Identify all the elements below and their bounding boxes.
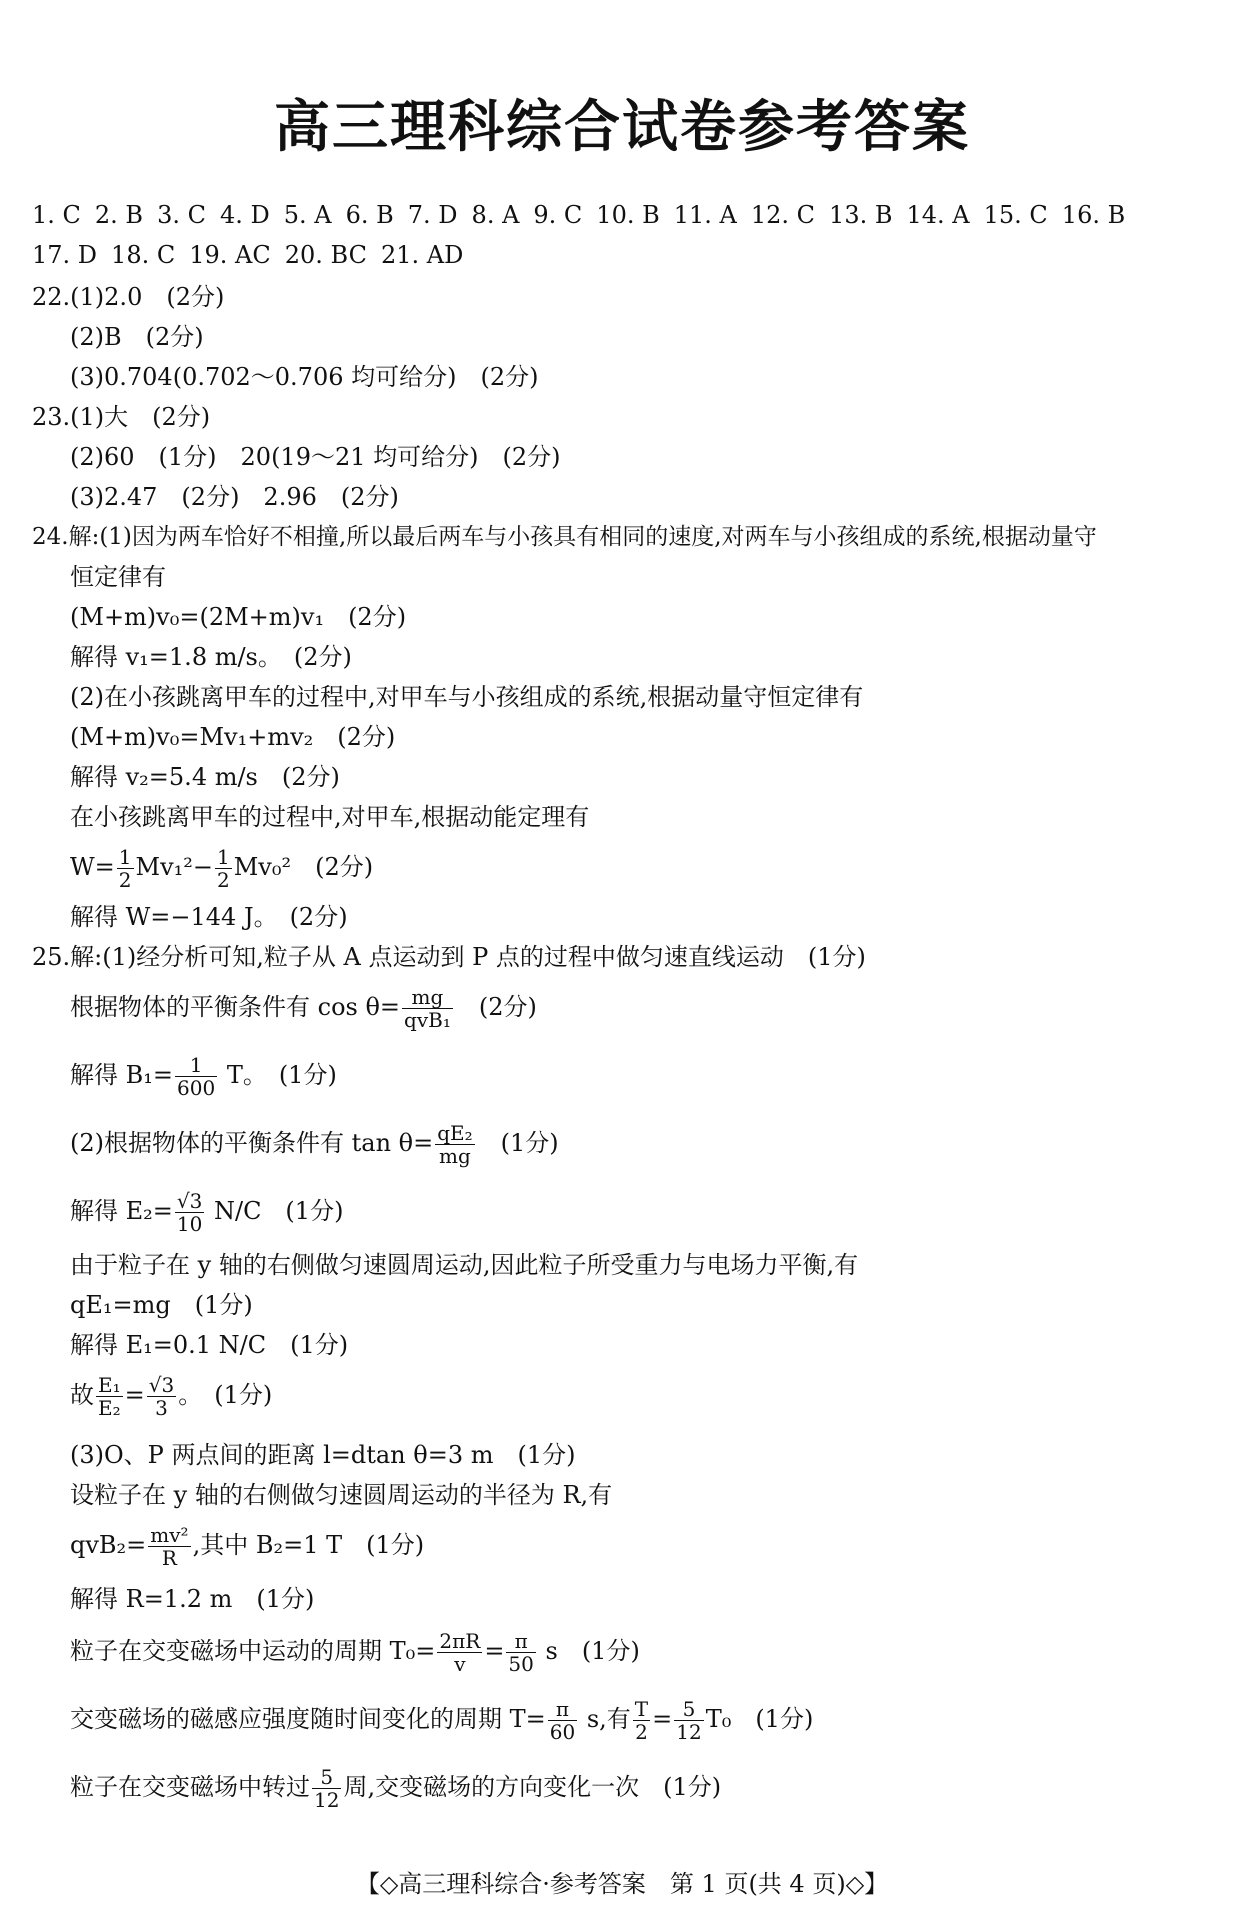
numerator: 1 [118, 845, 132, 869]
denominator: 3 [155, 1396, 168, 1420]
choice-answer: 15. C [983, 201, 1048, 229]
choice-answer: 9. C [533, 201, 583, 229]
choice-answers-row-1 [32, 200, 1139, 230]
fraction [148, 1524, 190, 1569]
q24-line: (M+m)v₀=Mv₁+mv₂ (2分) [70, 723, 396, 751]
q25-formula [70, 1520, 424, 1570]
choice-answer: 18. C [111, 241, 176, 269]
fraction [674, 1698, 703, 1743]
q22-line: 22.(1)2.0 (2分) [32, 283, 225, 311]
formula-text: ,其中 B₂=1 T (1分) [192, 1531, 425, 1559]
choice-answer: 2. B [94, 201, 144, 229]
formula-text: T₀ (1分) [705, 1705, 814, 1733]
q25-formula [70, 1626, 640, 1676]
fraction [175, 1054, 217, 1099]
choice-answer: 14. A [906, 201, 970, 229]
choice-answer: 12. C [750, 201, 816, 229]
numerator: π [548, 1698, 577, 1721]
q24-line: 解得 v₂=5.4 m/s (2分) [70, 763, 340, 791]
formula-text: 粒子在交变磁场中转过 [70, 1773, 310, 1801]
formula-text: 故 [70, 1381, 94, 1409]
fraction [402, 986, 453, 1031]
q24-formula-work [70, 842, 373, 892]
choice-answer: 20. BC [284, 241, 367, 269]
fraction [147, 1374, 176, 1419]
denominator: 2 [217, 868, 230, 892]
formula-text: (2)根据物体的平衡条件有 tan θ= [70, 1129, 434, 1157]
q22-line: (2)B (2分) [70, 323, 204, 351]
choice-answer: 7. D [407, 201, 458, 229]
fraction [117, 846, 134, 891]
choice-answer: 21. AD [380, 241, 464, 269]
denominator: 60 [549, 1720, 576, 1744]
fraction [437, 1630, 482, 1675]
numerator: E₁ [98, 1373, 121, 1397]
formula-text: = [124, 1381, 145, 1409]
denominator: 600 [177, 1076, 216, 1100]
q24-line: (M+m)v₀=(2M+m)v₁ (2分) [70, 603, 407, 631]
numerator: T [634, 1697, 649, 1721]
formula-text: W= [70, 853, 115, 881]
q24-line: (2)在小孩跳离甲车的过程中,对甲车与小孩组成的系统,根据动量守恒定律有 [70, 683, 864, 711]
numerator: qE₂ [437, 1121, 473, 1145]
choice-answer: 5. A [283, 201, 332, 229]
q23-line: (2)60 (1分) 20(19～21 均可给分) (2分) [70, 443, 561, 471]
denominator: qvB₁ [404, 1008, 451, 1032]
q25-line: 设粒子在 y 轴的右侧做匀速圆周运动的半径为 R,有 [70, 1481, 613, 1509]
formula-text: Mv₁²− [135, 853, 213, 881]
q25-line: (3)O、P 两点间的距离 l=dtan θ=3 m (1分) [70, 1441, 576, 1469]
q24-line: 解得 W=−144 J。 (2分) [70, 903, 348, 931]
choice-answer: 4. D [219, 201, 270, 229]
denominator: 2 [635, 1720, 648, 1744]
formula-text: T。 (1分) [219, 1061, 337, 1089]
formula-text: (1分) [476, 1129, 559, 1157]
denominator: 2 [118, 868, 132, 892]
formula-text: 粒子在交变磁场中运动的周期 T₀= [70, 1637, 436, 1665]
numerator: 1 [217, 845, 230, 869]
formula-text: 。 (1分) [178, 1381, 273, 1409]
choice-answer: 6. B [345, 201, 394, 229]
numerator: √3 [176, 1189, 203, 1213]
choice-answer: 11. A [673, 201, 737, 229]
q24-line: 解得 v₁=1.8 m/s。 (2分) [70, 643, 352, 671]
q25-line: 解得 E₁=0.1 N/C (1分) [70, 1331, 349, 1359]
choice-answer: 16. B [1061, 201, 1126, 229]
formula-text: N/C (1分) [206, 1197, 344, 1225]
denominator: 50 [508, 1652, 534, 1676]
fraction [633, 1698, 650, 1743]
numerator: π [506, 1630, 535, 1653]
numerator: mv² [150, 1523, 189, 1547]
choice-answers-row-2 [32, 240, 477, 270]
fraction [435, 1122, 474, 1167]
choice-answer: 10. B [596, 201, 660, 229]
formula-text: qvB₂= [70, 1531, 147, 1559]
q25-line: 解得 R=1.2 m (1分) [70, 1585, 315, 1613]
choice-answer: 8. A [471, 201, 520, 229]
q25-line: 由于粒子在 y 轴的右侧做匀速圆周运动,因此粒子所受重力与电场力平衡,有 [70, 1251, 859, 1279]
choice-answer: 17. D [32, 241, 98, 269]
denominator: 10 [176, 1212, 203, 1236]
fraction [96, 1374, 123, 1419]
formula-text: 交变磁场的磁感应强度随时间变化的周期 T= [70, 1705, 546, 1733]
denominator: 12 [314, 1788, 340, 1812]
denominator: E₂ [98, 1396, 121, 1420]
choice-answer: 3. C [157, 201, 206, 229]
q25-formula [70, 1118, 559, 1168]
fraction [506, 1630, 535, 1675]
q25-formula [70, 1694, 813, 1744]
numerator: mg [402, 986, 453, 1009]
choice-answer: 13. B [829, 201, 893, 229]
numerator: 5 [674, 1698, 703, 1721]
q25-line: qE₁=mg (1分) [70, 1291, 253, 1319]
denominator: mg [439, 1144, 471, 1168]
formula-text: = [652, 1705, 673, 1733]
choice-answer: 19. AC [189, 241, 271, 269]
q22-line: (3)0.704(0.702～0.706 均可给分) (2分) [70, 363, 539, 391]
q23-line: 23.(1)大 (2分) [32, 403, 211, 431]
q25-formula [70, 1186, 343, 1236]
fraction [312, 1766, 341, 1811]
page-title: 高三理科综合试卷参考答案 [274, 95, 970, 160]
page-footer: 【◇高三理科综合·参考答案 第 1 页(共 4 页)◇】 [355, 1870, 889, 1898]
formula-text: (2分) [454, 993, 537, 1021]
denominator: v [454, 1652, 466, 1676]
formula-text: s (1分) [537, 1637, 640, 1665]
q25-formula [70, 1050, 337, 1100]
q25-line: 25.解:(1)经分析可知,粒子从 A 点运动到 P 点的过程中做匀速直线运动 (1分) [32, 943, 866, 971]
q23-line: (3)2.47 (2分) 2.96 (2分) [70, 483, 399, 511]
numerator: 2πR [439, 1629, 481, 1653]
q24-line: 恒定律有 [70, 563, 166, 591]
q25-formula [70, 982, 537, 1032]
denominator: 12 [676, 1720, 702, 1744]
q25-formula [70, 1762, 721, 1812]
formula-text: Mv₀² (2分) [233, 853, 374, 881]
numerator: 5 [312, 1766, 341, 1789]
numerator: 1 [175, 1054, 217, 1077]
formula-text: s,有 [579, 1705, 631, 1733]
fraction [548, 1698, 577, 1743]
formula-text: = [484, 1637, 505, 1665]
formula-text: 周,交变磁场的方向变化一次 (1分) [343, 1773, 722, 1801]
formula-text: 根据物体的平衡条件有 cos θ= [70, 993, 401, 1021]
denominator: R [161, 1546, 177, 1570]
fraction [215, 846, 232, 891]
fraction [175, 1190, 204, 1235]
q24-line: 24.解:(1)因为两车恰好不相撞,所以最后两车与小孩具有相同的速度,对两车与小孩组成的系统,根据动量守 [32, 524, 1097, 550]
q25-formula [70, 1370, 272, 1420]
numerator: √3 [148, 1373, 175, 1397]
formula-text: 解得 B₁= [70, 1061, 173, 1089]
q24-line: 在小孩跳离甲车的过程中,对甲车,根据动能定理有 [70, 803, 590, 831]
choice-answer: 1. C [32, 201, 81, 229]
formula-text: 解得 E₂= [70, 1197, 173, 1225]
